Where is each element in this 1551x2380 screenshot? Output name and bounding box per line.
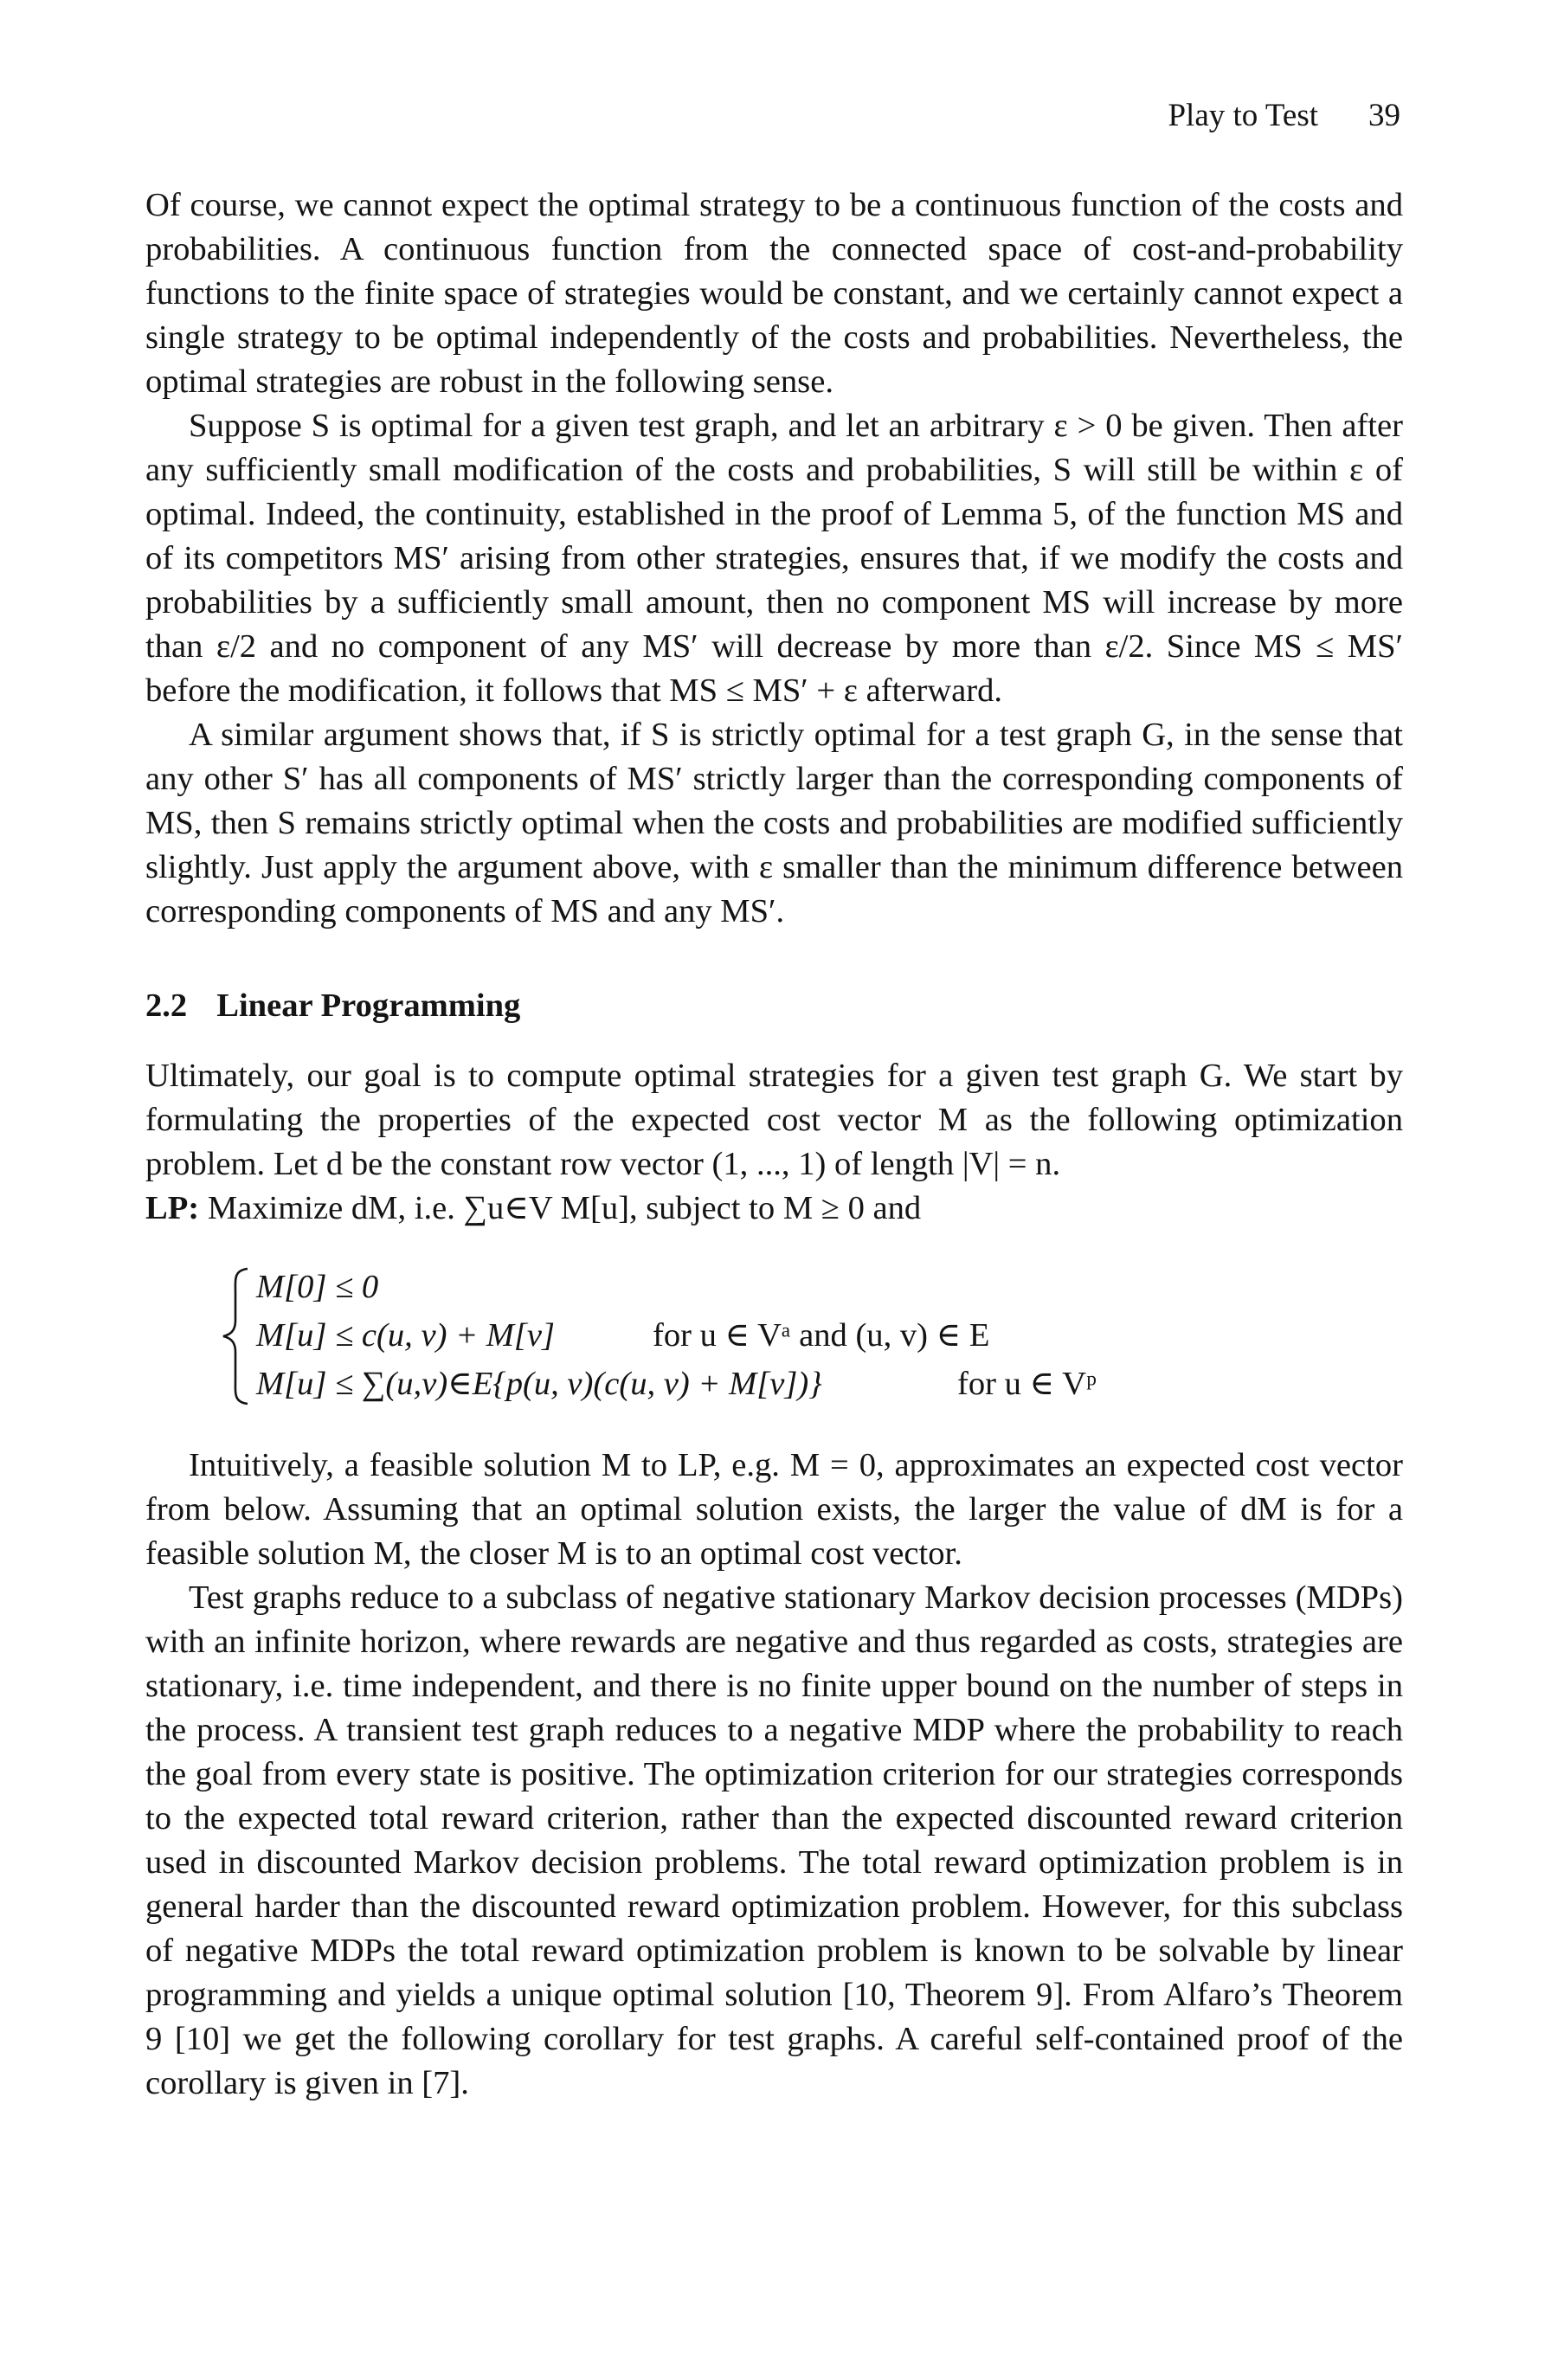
body-text (145, 183, 1403, 2106)
lp-text: Maximize dM, i.e. ∑u∈V M[u], subject to M ≥ 0 and (207, 1190, 922, 1226)
section-heading (145, 984, 1403, 1028)
section-title: Linear Programming (216, 987, 521, 1024)
constraint-row (256, 1264, 378, 1310)
paragraph-5: Intuitively, a feasible solution M to LP, e.g. M = 0, approximates an expected cost vector from below. Assuming that an optimal solution exists, the larger the value of dM is for a feasible solution M, the closer M is to an optimal cost vector. (145, 1447, 1403, 1572)
constraint-lhs: M[u] ≤ ∑(u,v)∈E{p(u, v)(c(u, v) + M[v])} (256, 1366, 822, 1402)
running-head-title: Play to Test (1168, 98, 1318, 133)
paragraph-1: Of course, we cannot expect the optimal strategy to be a continuous function of the costs and probabilities. A continuous function from the connected space of cost-and-probability functions to the finite space of strategies would be constant, and we certainly cannot expect a single strategy to be optimal independently of the costs and probabilities. Nevertheless, the optimal strategies are robust in the following sense. (145, 187, 1403, 400)
paragraph-6: Test graphs reduce to a subclass of negative stationary Markov decision processes (MDPs) with an infinite horizon, where rewards are negative and thus regarded as costs, strategies are stationary, i.e. time independent, and there is no finite upper bound on the number of steps in the process. A transient test graph reduces to a negative MDP where the probability to reach the goal from every state is positive. The optimization criterion for our strategies corresponds to the expected total reward criterion, rather than the expected discounted reward criterion used in discounted Markov decision problems. The total reward optimization problem is in general harder than the discounted reward optimization problem. However, for this subclass of negative MDPs the total reward optimization problem is known to be solvable by linear programming and yields a unique optimal solution [10, Theorem 9]. From Alfaro’s Theorem 9 [10] we get the following corollary for test graphs. A careful self-contained proof of the corollary is given in [7]. (145, 1579, 1403, 2101)
lp-definition (145, 1187, 1403, 1231)
lp-label: LP: (145, 1190, 200, 1226)
section-number: 2.2 (145, 987, 188, 1024)
paragraph-4: Ultimately, our goal is to compute optimal strategies for a given test graph G. We start by formulating the properties of the expected cost vector M as the following optimization problem. Let d be the constant row vector (1, ..., 1) of length |V| = n. (145, 1058, 1403, 1182)
left-brace (222, 1267, 251, 1405)
constraint-row (256, 1360, 1097, 1407)
constraint-condition: for u ∈ Vᵃ and (u, v) ∈ E (653, 1317, 990, 1354)
page-number: 39 (1368, 98, 1400, 133)
lp-constraints (256, 1264, 1403, 1409)
paragraph-3: A similar argument shows that, if S is strictly optimal for a test graph G, in the sense that any other S′ has all components of MS′ strictly larger than the corresponding components of MS, then S remains strictly optimal when the costs and probabilities are modified sufficiently slightly. Just apply the argument above, with ε smaller than the minimum difference between corresponding components of MS and any MS′. (145, 717, 1403, 929)
constraint-row (256, 1312, 990, 1359)
constraint-lhs: M[u] ≤ c(u, v) + M[v] (256, 1317, 556, 1354)
constraint-lhs: M[0] ≤ 0 (256, 1269, 379, 1305)
paragraph-2: Suppose S is optimal for a given test graph, and let an arbitrary ε > 0 be given. Then after any sufficiently small modification of the costs and probabilities, S will still be within ε of optimal. Indeed, the continuity, established in the proof of Lemma 5, of the function MS and of its competitors MS′ arising from other strategies, ensures that, if we modify the costs and probabilities by a sufficiently small amount, then no component MS will increase by more than ε/2 and no component of any MS′ will decrease by more than ε/2. Since MS ≤ MS′ before the modification, it follows that MS ≤ MS′ + ε afterward. (145, 408, 1403, 709)
running-head (1168, 95, 1400, 137)
constraint-condition: for u ∈ Vᵖ (957, 1366, 1097, 1402)
